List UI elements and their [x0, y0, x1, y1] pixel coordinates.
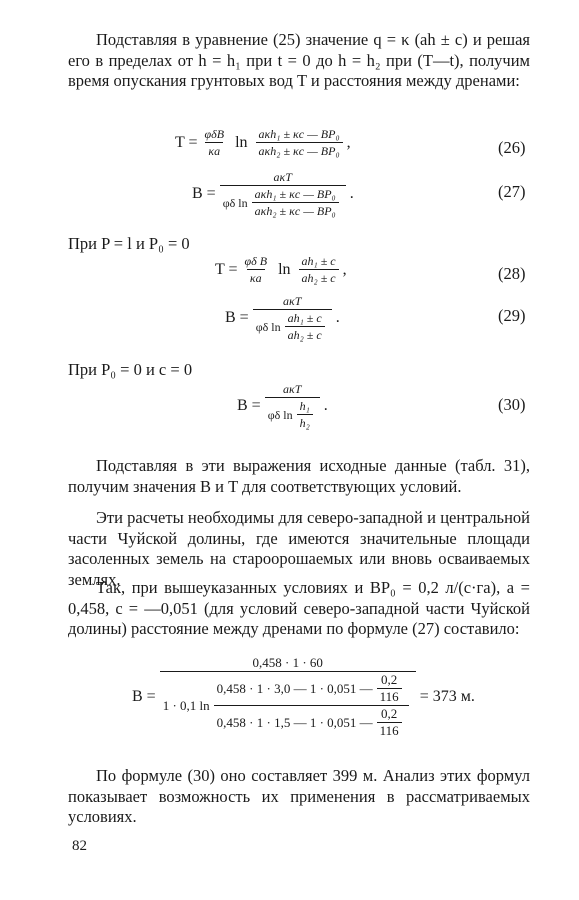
eq27-argument: [252, 187, 339, 218]
equation-26: [175, 127, 351, 158]
eq30-arg-numerator: h₁: [299, 399, 310, 413]
eq30-numerator: aκT: [283, 382, 302, 396]
eq29-tail: .: [335, 309, 340, 326]
eq30-fraction: [265, 382, 320, 430]
eq27-arg-denominator: aκh₂ ± κc — BP₀: [252, 202, 339, 218]
equation-29: [225, 294, 340, 342]
paragraph-1: Подставляя в уравнение (25) значение q = κ (ah ± c) и решая его в пределах от h = h₁ при t = 0 до h = h₂ при (T—t), получим время опускания грунтовых вод T и расстояния между дренами:: [68, 30, 530, 90]
eq29-arg-denominator: ah₂ ± c: [285, 326, 325, 342]
eq27-numerator: aκT: [273, 170, 292, 184]
eq30-tail: .: [323, 397, 328, 414]
eq29-fraction: [253, 294, 332, 342]
calc-arg-num-main: 0,458 · 1 · 3,0 — 1 · 0,051 —: [216, 680, 373, 696]
eq30-denominator: [265, 397, 320, 430]
eq29-arg-numerator: ah₁ ± c: [287, 311, 322, 325]
calc-arg-num-fraction: [377, 673, 402, 704]
paragraph-3: Эти расчеты необходимы для северо-западной и центральной части Чуйской долины, где имеются значительные площади засоленных земель на староорошаемых или вновь осваиваемых землях.: [68, 508, 530, 589]
eq30-number: (30): [498, 395, 526, 414]
eq30-den-prefix: φδ ln: [267, 407, 293, 422]
equation-27: [192, 170, 354, 218]
eq28-coef-numerator: φδ B: [244, 254, 268, 268]
calc-result: = 373 м.: [419, 688, 475, 705]
eq29-numerator: aκT: [282, 294, 302, 308]
eq27-lhs: B =: [192, 185, 216, 202]
eq29-lhs: B =: [225, 309, 249, 326]
eq29-number: (29): [498, 306, 526, 325]
calc-arg-den-frac-den: 116: [377, 722, 402, 738]
eq28-arg-denominator: ah₂ ± c: [299, 269, 339, 285]
equation-30: [237, 382, 328, 430]
paragraph-4: Так, при вышеуказанных условиях и BP₀ = 0,2 л/(с·га), a = 0,458, c = —0,051 (для условий северо-западной части Чуйской долины) расстояние между дренами по формуле (27) составило:: [68, 578, 530, 638]
calc-arg-numerator: [214, 673, 409, 705]
eq27-den-prefix: φδ ln: [222, 195, 248, 210]
eq30-arg-denominator: h₂: [297, 414, 313, 430]
calc-arg-den-fraction: [377, 707, 402, 738]
eq28-arg-numerator: ah₁ ± c: [301, 254, 336, 268]
calc-argument: [214, 673, 409, 738]
calc-den-prefix: 1 · 0,1 ln: [162, 697, 210, 713]
eq28-coef-denominator: κa: [247, 269, 265, 285]
eq28-tail: ,: [342, 260, 347, 278]
eq28-coefficient: [242, 254, 271, 285]
calc-arg-den-main: 0,458 · 1 · 1,5 — 1 · 0,051 —: [216, 714, 373, 730]
eq27-denominator: [220, 185, 346, 218]
eq26-lhs: T =: [175, 133, 198, 151]
eq28-lhs: T =: [215, 260, 238, 278]
eq30-argument: [297, 399, 313, 430]
paragraph-5: По формуле (30) оно составляет 399 м. Анализ этих формул показывает возможность их применения в рассматриваемых условиях.: [68, 766, 530, 826]
eq29-den-prefix: φδ ln: [255, 319, 281, 334]
eq29-denominator: [253, 309, 332, 342]
calc-denominator: [160, 671, 416, 738]
calc-fraction: [160, 656, 416, 738]
eq26-coef-numerator: φδB: [204, 127, 225, 141]
equation-28: [215, 254, 347, 285]
eq26-arg-numerator: aκh₁ ± κc — BP₀: [258, 127, 340, 141]
calc-arg-den-frac-num: 0,2: [381, 706, 398, 721]
calc-arg-denominator: [214, 705, 409, 738]
calc-lhs: B =: [132, 688, 156, 705]
eq26-ln: ln: [235, 133, 248, 151]
paragraph-2: Подставляя в эти выражения исходные данные (табл. 31), получим значения B и T для соответствующих условий.: [68, 456, 530, 496]
eq26-number: (26): [498, 138, 526, 157]
eq26-arg-denominator: aκh₂ ± κc — BP₀: [256, 142, 343, 158]
calc-numerator: 0,458 · 1 · 60: [252, 655, 323, 670]
eq29-argument: [285, 311, 325, 342]
calc-arg-num-frac-num: 0,2: [381, 672, 398, 687]
calc-arg-num-frac-den: 116: [377, 688, 402, 704]
eq28-number: (28): [498, 264, 526, 283]
eq27-tail: .: [349, 185, 354, 202]
calculation: [132, 656, 475, 738]
eq27-arg-numerator: aκh₁ ± κc — BP₀: [254, 187, 336, 201]
eq27-number: (27): [498, 182, 526, 201]
eq26-coefficient: [202, 127, 228, 158]
eq30-lhs: B =: [237, 397, 261, 414]
eq26-coef-denominator: κa: [205, 142, 223, 158]
eq28-ln: ln: [278, 260, 291, 278]
page-number: 82: [72, 838, 87, 854]
condition-1: При P = l и P₀ = 0: [68, 234, 190, 253]
eq27-fraction: [220, 170, 346, 218]
condition-2: При P₀ = 0 и c = 0: [68, 360, 193, 379]
eq26-tail: ,: [346, 133, 351, 151]
eq26-argument: [256, 127, 343, 158]
eq28-argument: [299, 254, 339, 285]
